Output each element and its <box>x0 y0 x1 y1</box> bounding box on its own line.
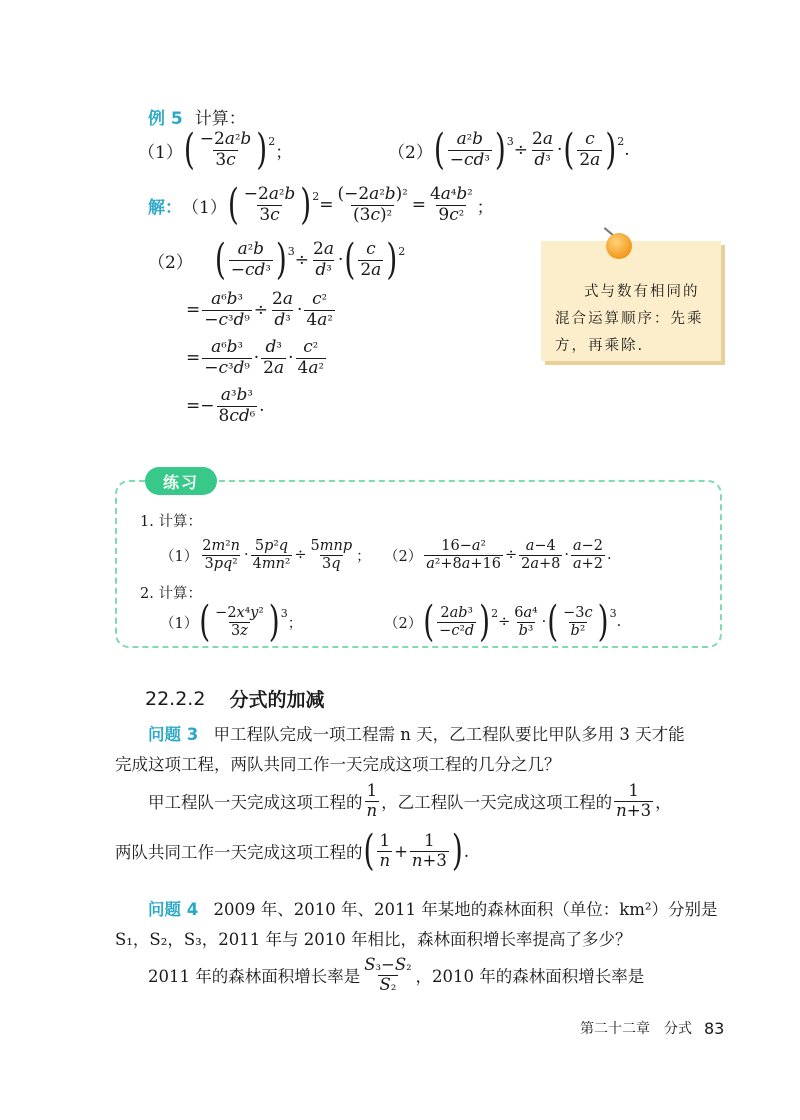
problem4-line1 <box>148 895 717 925</box>
practice-tab: 练习 <box>145 467 217 495</box>
practice-q2-label: 2. 计算： <box>140 586 202 602</box>
solution-step4: =− $\frac{\text{a³b³}}{\text{8cd⁶}}$ . <box>186 385 265 426</box>
solution-part1: 解： （1） ( $\frac{\text{−2a²b}}{3c}$ ) 2 = $\frac{\text{(−2a²b)²}}{\text{(3c)²}}$ = $\frac{\text{4a⁴b²}}{\text{9c²}}$ ； <box>148 179 494 230</box>
practice-q1-2-label: （2） <box>384 548 423 565</box>
problem3-ans-part3: 两队共同工作一天完成这项工程的 <box>115 843 363 863</box>
problem4-label: 问题 4 <box>148 900 199 919</box>
tip-note-text: 式与数有相同的混合运算顺序：先乘方，再乘除. <box>555 284 704 354</box>
example5-item2: （2） ( $\frac{\text{a²b}}{\text{−cd³}}$ ) 3 ÷ $\frac{2a}{\text{d³}}$ · ( $\frac{c}{2a}$ ) 2 . <box>388 124 630 175</box>
problem4-text-line2: S₁，S₂，S₃，2011 年与 2010 年相比，森林面积增长率提高了多少？ <box>115 930 632 949</box>
example5-label: 例 5 <box>148 109 183 129</box>
practice-q2-1: （1） ( $\frac{\text{−2x⁴y²}}{3z}$ ) 3 ； <box>160 596 303 647</box>
solution-step2: = $\frac{\text{a⁶b³}}{\text{−c³d⁹}}$ ÷ $\frac{2a}{\text{d³}}$ · $\frac{\text{c²}}{\text{4a²}}$ <box>186 289 333 330</box>
practice-q1-2: （2） $\frac{\text{16−a²}}{\text{a²+8a+16}}$ ÷ $\frac{a-4}{2a+8}$ · $\frac{a-2}{a+2}$ . <box>384 538 612 572</box>
section-number: 22.2.2 <box>145 687 206 710</box>
pushpin-icon <box>606 233 632 259</box>
problem3-answer-line2: 两队共同工作一天完成这项工程的 ( $\frac{1}{n}$ + $\frac{1}{n+3}$ ) . <box>115 825 470 876</box>
section-heading <box>145 685 324 712</box>
practice-q1-label: 1. 计算： <box>140 514 202 530</box>
problem4-ans-part1: 2011 年的森林面积增长率是 <box>148 967 361 987</box>
footer-chapter: 第二十二章 分式 <box>580 1021 692 1037</box>
solution-step3: = $\frac{\text{a⁶b³}}{\text{−c³d⁹}}$ · $\frac{\text{d³}}{2a}$ · $\frac{\text{c²}}{\text{4a²}}$ <box>186 337 324 378</box>
example5-item1: （1） ( $\frac{\text{−2a²b}}{3c}$ ) 2 ； <box>138 124 293 175</box>
footer-page-number: 83 <box>704 1018 725 1038</box>
item2-label: （2） <box>388 142 433 163</box>
problem3-ans-part2: ，乙工程队一天完成这项工程的 <box>381 793 613 813</box>
section-title: 分式的加减 <box>229 689 325 711</box>
example5-header <box>148 104 246 129</box>
solution-part2-label: （2） <box>148 252 193 273</box>
item1-label: （1） <box>138 142 183 163</box>
problem4-answer-line: 2011 年的森林面积增长率是 $\frac{\text{S₃−S₂}}{\text{S₂}}$ ，2010 年的森林面积增长率是 <box>148 955 645 994</box>
problem4-text-line1: 2009 年、2010 年、2011 年某地的森林面积（单位：km²）分别是 <box>213 900 718 919</box>
problem3-text-line1: 甲工程队完成一项工程需 n 天，乙工程队要比甲队多用 3 天才能 <box>213 725 685 744</box>
problem3-answer-line1: 甲工程队一天完成这项工程的 $\frac{1}{n}$ ，乙工程队一天完成这项工程的 $\frac{1}{n+3}$ ， <box>148 781 672 820</box>
problem4-ans-part2: ，2010 年的森林面积增长率是 <box>415 967 645 987</box>
practice-q2-2-label: （2） <box>384 615 423 632</box>
problem3-line1 <box>148 720 685 750</box>
page-footer <box>580 1018 724 1038</box>
practice-q1-1: （1） $\frac{\text{2m²n}}{\text{3pq²}}$ · $\frac{\text{5p²q}}{\text{4mn²}}$ ÷ $\frac{\text{5mnp}}{3q}$ ； <box>160 538 371 572</box>
practice-q1-1-label: （1） <box>160 548 199 565</box>
tip-note <box>541 241 721 361</box>
problem3-label: 问题 3 <box>148 725 199 744</box>
practice-q2-1-label: （1） <box>160 615 199 632</box>
solution-part1-label: （1） <box>182 197 227 218</box>
practice-q2-2: （2） ( $\frac{\text{2ab³}}{\text{−c²d}}$ ) 2 ÷ $\frac{\text{6a⁴}}{\text{b³}}$ · ( $\frac{-3c}{\text{b²}}$ ) 3 . <box>384 596 622 647</box>
problem3-text-line2: 完成这项工程，两队共同工作一天完成这项工程的几分之几？ <box>115 755 561 774</box>
solution-part2-line1: （2） ( $\frac{\text{a²b}}{\text{−cd³}}$ ) 3 ÷ $\frac{2a}{\text{d³}}$ · ( $\frac{c}{2a}$ ) 2 <box>148 234 406 285</box>
example5-title: 计算： <box>194 109 246 129</box>
problem3-ans-part1: 甲工程队一天完成这项工程的 <box>148 793 363 813</box>
solution-label: 解： <box>148 197 182 218</box>
